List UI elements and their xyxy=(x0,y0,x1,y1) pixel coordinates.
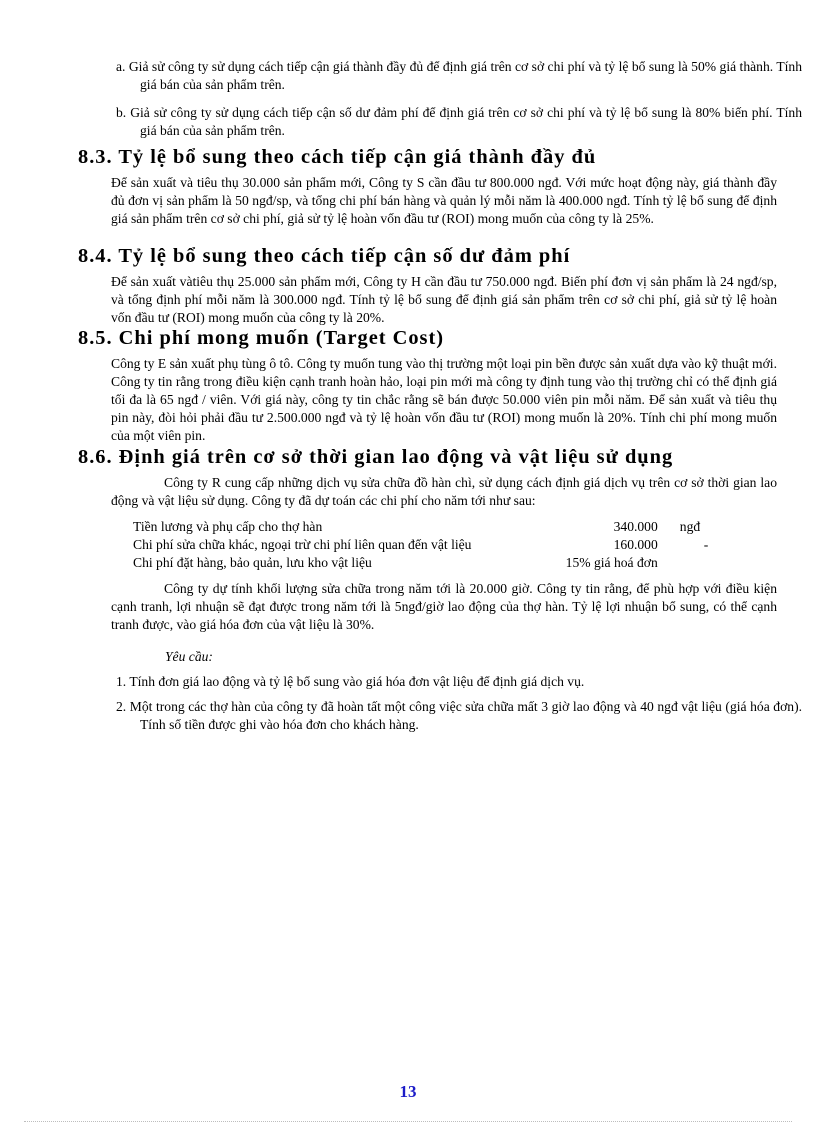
list-item-a: a. Giả sử công ty sử dụng cách tiếp cận giá thành đầy đủ để định giá trên cơ sở chi phí và tỷ lệ bổ sung là 50% giá thành. Tính giá bán của sản phẩm trên. xyxy=(116,59,802,92)
cost-label: Tiền lương và phụ cấp cho thợ hàn xyxy=(133,519,323,534)
section-intro-8-6: Công ty R cung cấp những dịch vụ sửa chữa đồ hàn chì, sử dụng cách định giá dịch vụ trên cơ sở thời gian lao động và vật liệu sử dụng. Công ty đã dự toán các chi phí cho năm tới như sau: xyxy=(111,475,777,508)
page-number: 13 xyxy=(399,1082,417,1101)
cost-unit: - xyxy=(703,537,709,552)
section-heading-8-6: 8.6. Định giá trên cơ sở thời gian lao động và vật liệu sử dụng xyxy=(78,446,674,468)
cost-amount: 340.000 xyxy=(613,519,658,534)
section-body-8-4: Để sản xuất vàtiêu thụ 25.000 sản phẩm mới, Công ty H cần đầu tư 750.000 ngđ. Biến phí đơn vị sản phẩm là 24 ngđ/sp, và tổng định phí mỗi năm là 300.000 ngđ. Tính tỷ lệ bổ sung để định giá sản phẩm trên cơ sở chi phí, giả sử tỷ lệ hoàn vốn đầu tư (ROI) mong muốn của công ty là 20%. xyxy=(111,274,777,325)
section-heading-8-3: 8.3. Tỷ lệ bổ sung theo cách tiếp cận giá thành đầy đủ xyxy=(78,146,597,168)
footer-divider xyxy=(24,1121,792,1122)
table-row xyxy=(133,536,753,554)
requirement-item-1: 1. Tính đơn giá lao động và tỷ lệ bổ sung vào giá hóa đơn vật liệu để định giá dịch vụ. xyxy=(116,674,585,689)
cost-amount: 160.000 xyxy=(613,537,658,552)
section-body-8-3: Để sản xuất và tiêu thụ 30.000 sản phẩm mới, Công ty S cần đầu tư 800.000 ngđ. Với mức hoạt động này, giá thành đầy đủ đơn vị sản phẩm là 50 ngđ/sp, và tổng chi phí bán hàng và quản lý mỗi năm là 400.000 ngđ. Tính tỷ lệ bổ sung để định giá sản phẩm trên cơ sở chi phí, giả sử tỷ lệ hoàn vốn đầu tư (ROI) mong muốn của công ty là 25%. xyxy=(111,175,777,226)
requirement-item-2: 2. Một trong các thợ hàn của công ty đã hoàn tất một công việc sửa chữa mất 3 giờ lao động và 40 ngđ vật liệu (giá hóa đơn). Tính số tiền được ghi vào hóa đơn cho khách hàng. xyxy=(116,699,802,732)
cost-unit: ngđ xyxy=(679,519,701,534)
section-body-8-5: Công ty E sản xuất phụ tùng ô tô. Công ty muốn tung vào thị trường một loại pin bền được sản xuất dựa vào kỹ thuật mới. Công ty tin rằng trong điều kiện cạnh tranh hoàn hảo, loại pin mới mà công ty định tung vào thị trường chỉ có thể định giá tối đa là 65 ngđ / viên. Với giá này, công ty tin chắc rằng sẽ bán được 50.000 viên pin mỗi năm. Để sản xuất và tiêu thụ pin này, đòi hỏi phải đầu tư 2.500.000 ngđ và tỷ lệ hoàn vốn đầu tư (ROI) mong muốn là 20%. Tính chi phí mong muốn của một viên pin. xyxy=(111,356,777,443)
cost-unit xyxy=(658,554,753,572)
cost-label: Chi phí sửa chữa khác, ngoại trừ chi phí liên quan đến vật liệu xyxy=(133,537,472,552)
table-row xyxy=(133,518,753,536)
list-item-b: b. Giả sử công ty sử dụng cách tiếp cận số dư đảm phí để định giá trên cơ sở chi phí và tỷ lệ bổ sung là 80% biến phí. Tính giá bán của sản phẩm trên. xyxy=(116,105,802,138)
section-heading-8-4: 8.4. Tỷ lệ bổ sung theo cách tiếp cận số dư đảm phí xyxy=(78,245,571,267)
cost-amount: 15% giá hoá đơn xyxy=(565,555,658,570)
cost-estimate-table xyxy=(133,518,753,572)
requirements-title: Yêu cầu: xyxy=(165,649,213,664)
section-body-8-6: Công ty dự tính khối lượng sửa chữa trong năm tới là 20.000 giờ. Công ty tin rằng, để phù hợp với điều kiện cạnh tranh, lợi nhuận sẽ đạt được trong năm tới là 5ngđ/giờ lao động của thợ hàn. Tỷ lệ lợi nhuận bổ sung, có thể cạnh tranh được, vào giá hóa đơn của vật liệu là 30%. xyxy=(111,581,777,632)
table-row xyxy=(133,554,753,572)
cost-label: Chi phí đặt hàng, bảo quản, lưu kho vật liệu xyxy=(133,555,372,570)
section-heading-8-5: 8.5. Chi phí mong muốn (Target Cost) xyxy=(78,327,445,349)
